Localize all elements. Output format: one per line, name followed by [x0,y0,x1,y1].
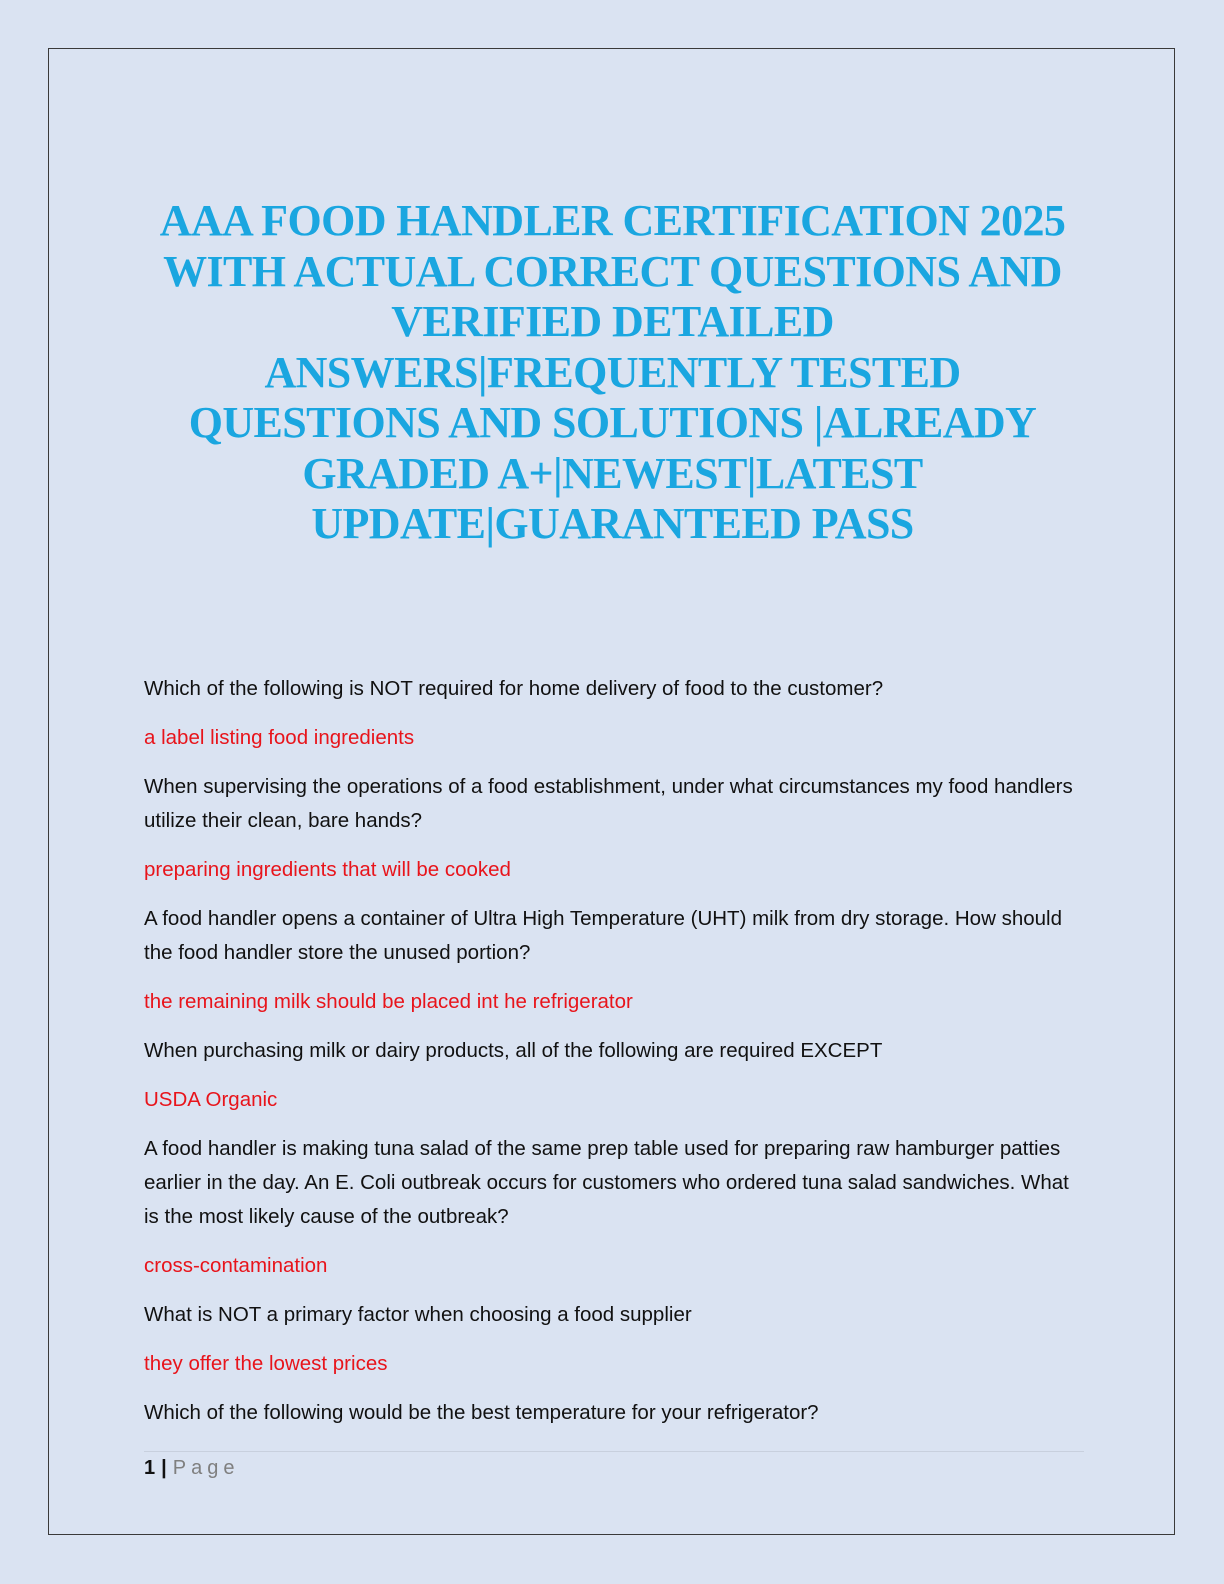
answer-4: USDA Organic [144,1088,278,1111]
answer-3: the remaining milk should be placed int he refrigerator [144,990,633,1013]
footer-divider [144,1451,1084,1452]
question-5: A food handler is making tuna salad of the same prep table used for preparing raw hamburger patties earlier in the day. An E. Coli outbreak occurs for customers who ordered tuna salad sandwiches. What is the most likely cause of the outbreak? [144,1137,1069,1228]
page-number: 1 [144,1457,156,1479]
qa-list [144,672,1084,1445]
page-footer [144,1455,239,1481]
answer-6: they offer the lowest prices [144,1352,388,1375]
question-6: What is NOT a primary factor when choosing a food supplier [144,1303,692,1326]
question-2: When supervising the operations of a food establishment, under what circumstances my food handlers utilize their clean, bare hands? [144,775,1073,832]
answer-2: preparing ingredients that will be cooked [144,858,511,881]
question-3: A food handler opens a container of Ultra High Temperature (UHT) milk from dry storage. How should the food handler store the unused portion? [144,907,1062,964]
document-title: AAA FOOD HANDLER CERTIFICATION 2025 WITH ACTUAL CORRECT QUESTIONS AND VERIFIED DETAILED ANSWERS|FREQUENTLY TESTED QUESTIONS AND SOLUTIONS |ALREADY GRADED A+|NEWEST|LATEST UPDATE|GUARANTEED PASS [159,196,1066,548]
question-4: When purchasing milk or dairy products, all of the following are required EXCEPT [144,1039,883,1062]
answer-1: a label listing food ingredients [144,726,415,749]
question-7: Which of the following would be the best temperature for your refrigerator? [144,1401,819,1424]
footer-separator: | [161,1457,167,1479]
page-label: Page [172,1457,240,1479]
answer-5: cross-contamination [144,1254,328,1277]
question-1: Which of the following is NOT required for home delivery of food to the customer? [144,677,884,700]
